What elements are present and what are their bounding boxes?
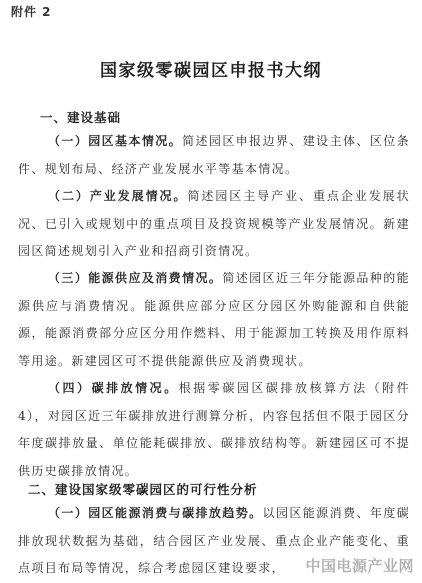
paragraph-text: 以园区能源消费、年度碳排放现状数据为基础，结合园区产业发展、重点企业产能变化、重点项目布局等情况，综合考虑园区建设要求， — [18, 506, 410, 575]
paragraph-lead: （二）产业发展情况。 — [48, 189, 188, 203]
paragraph-energy-supply-consumption — [18, 265, 410, 375]
paragraph-text: 简述园区申报边界、建设主体、区位条件、规划布局、经济产业发展水平等基本情况。 — [18, 134, 410, 176]
paragraph-text: 简述园区主导产业、重点企业发展状况、已引入或规划中的重点项目及投资规模等产业发展情况。新建园区简述规划引入产业和招商引资情况。 — [18, 189, 410, 258]
paragraph-carbon-emissions — [18, 375, 410, 485]
section-heading-construction-basis: 一、建设基础 — [40, 110, 122, 125]
paragraph-lead: （三）能源供应及消费情况。 — [48, 271, 223, 285]
document-title: 国家级零碳园区申报书大纲 — [100, 61, 322, 81]
section-heading-feasibility-analysis: 二、建设国家级零碳园区的可行性分析 — [28, 482, 258, 497]
paragraph-text: 简述园区近三年分能源品种的能源供应与消费情况。能源供应部分应区分园区外购能源和自供能源，能源消费部分应区分用作燃料、用于能源加工转换及用作原料等用途。新建园区可不提供能源供应及消费现状。 — [18, 271, 410, 368]
attachment-label: 附件 2 — [11, 5, 52, 19]
paragraph-industry-development — [18, 183, 410, 266]
paragraph-park-basic-info — [18, 128, 410, 183]
paragraph-lead: （四）碳排放情况。 — [48, 381, 179, 395]
site-watermark: 中国电源产业网 — [305, 557, 414, 575]
paragraph-text: 根据零碳园区碳排放核算方法（附件 4），对园区近三年碳排放进行测算分析，内容包括但不限于园区分年度碳排放量、单位能耗碳排放、碳排放结构等。新建园区可不提供历史碳排放情况。 — [18, 381, 410, 478]
paragraph-lead: （一）园区能源消费与碳排放趋势。 — [48, 506, 263, 520]
paragraph-lead: （一）园区基本情况。 — [48, 134, 183, 148]
